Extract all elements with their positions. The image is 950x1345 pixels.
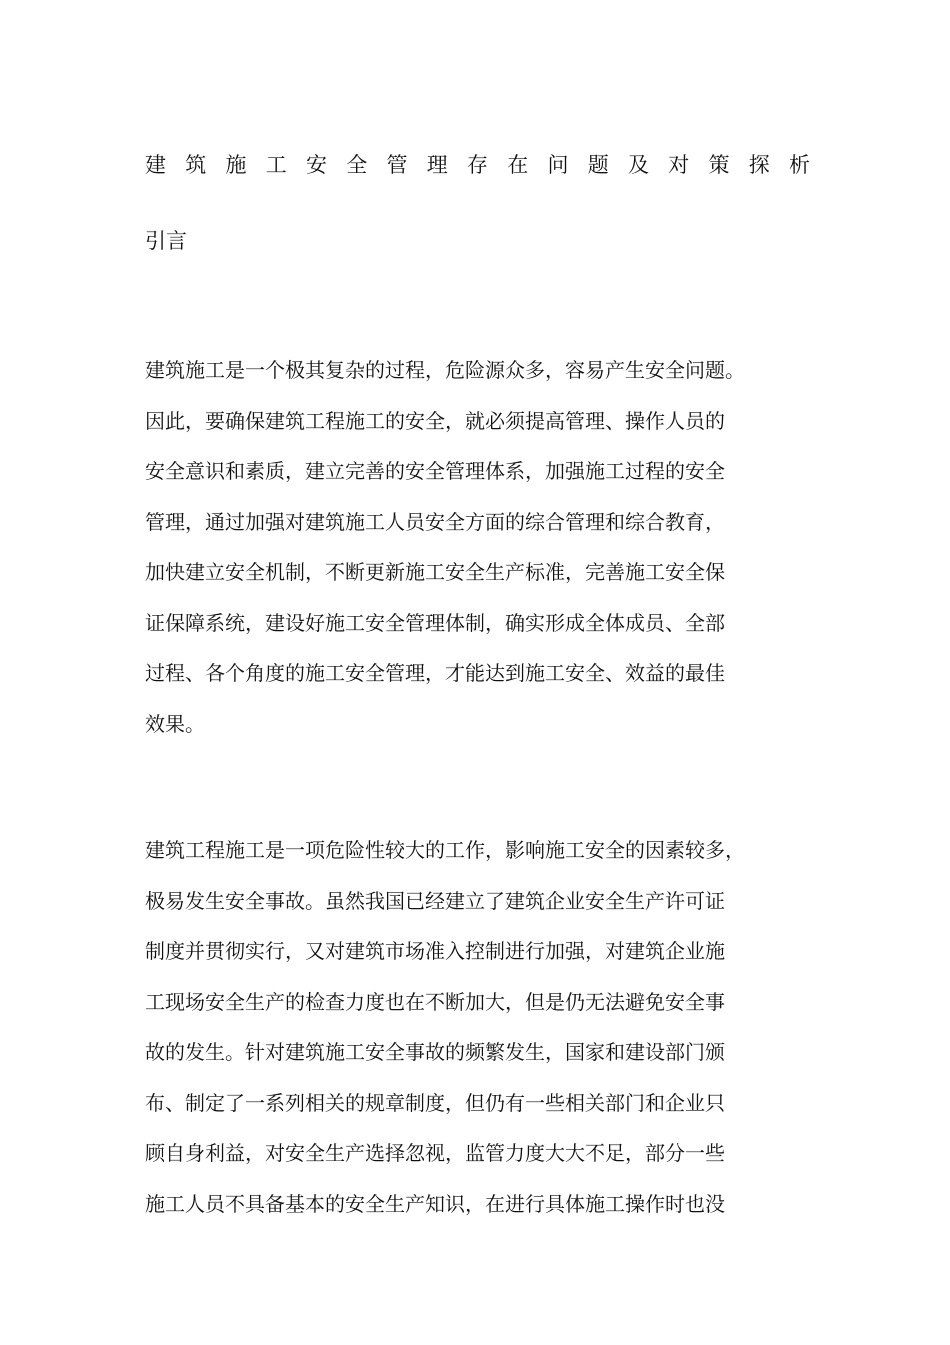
paragraph-line: 证保障系统，建设好施工安全管理体制，确实形成全体成员、全部 — [145, 610, 725, 635]
paragraph-line: 顾自身利益，对安全生产选择忽视，监管力度大大不足，部分一些 — [145, 1141, 725, 1165]
paragraph-line: 建筑施工是一个极其复杂的过程，危险源众多，容易产生安全问题。 — [145, 358, 745, 382]
paragraph-line: 安全意识和素质，建立完善的安全管理体系，加强施工过程的安全 — [145, 459, 725, 483]
title-char: 析 — [789, 153, 810, 177]
paragraph-line: 管理，通过加强对建筑施工人员安全方面的综合管理和综合教育， — [145, 509, 725, 534]
paragraph-2 — [145, 835, 785, 1239]
title-char: 及 — [628, 153, 649, 177]
title-char: 存 — [467, 153, 488, 177]
title-char: 在 — [507, 153, 529, 177]
title-char: 施 — [225, 153, 247, 177]
paragraph-line: 加快建立安全机制，不断更新施工安全生产标准，完善施工安全保 — [145, 560, 725, 584]
title-char: 题 — [587, 153, 609, 177]
title-char: 安 — [306, 153, 327, 177]
title-char: 理 — [426, 153, 448, 177]
paragraph-line: 施工人员不具备基本的安全生产知识，在进行具体施工操作时也没 — [145, 1191, 725, 1216]
paragraph-line: 极易发生安全事故。虽然我国已经建立了建筑企业安全生产许可证 — [145, 888, 725, 913]
paragraph-line: 布、制定了一系列相关的规章制度，但仍有一些相关部门和企业只 — [145, 1090, 725, 1115]
title-char: 探 — [748, 153, 770, 177]
paragraph-1 — [145, 355, 785, 759]
paragraph-line: 制度并贯彻实行，又对建筑市场准入控制进行加强，对建筑企业施 — [145, 939, 725, 963]
title-char: 管 — [386, 153, 408, 177]
paragraph-line: 效果。 — [145, 711, 205, 736]
title-char: 全 — [346, 153, 368, 177]
paragraph-line: 建筑工程施工是一项危险性较大的工作，影响施工安全的因素较多， — [145, 838, 745, 862]
paragraph-line: 因此，要确保建筑工程施工的安全，就必须提高管理、操作人员的 — [145, 408, 725, 433]
title-char: 对 — [668, 153, 690, 177]
document-title — [145, 150, 810, 180]
paragraph-line: 故的发生。针对建筑施工安全事故的频繁发生，国家和建设部门颁 — [145, 1040, 725, 1064]
title-char: 策 — [708, 153, 730, 177]
title-char: 工 — [265, 153, 287, 177]
paragraph-line: 工现场安全生产的检查力度也在不断加大，但是仍无法避免安全事 — [145, 989, 725, 1014]
paragraph-line: 过程、各个角度的施工安全管理，才能达到施工安全、效益的最佳 — [145, 661, 725, 685]
title-char: 筑 — [185, 153, 207, 177]
title-char: 建 — [145, 153, 166, 177]
section-heading: 引言 — [145, 229, 187, 253]
title-char: 问 — [547, 153, 569, 177]
